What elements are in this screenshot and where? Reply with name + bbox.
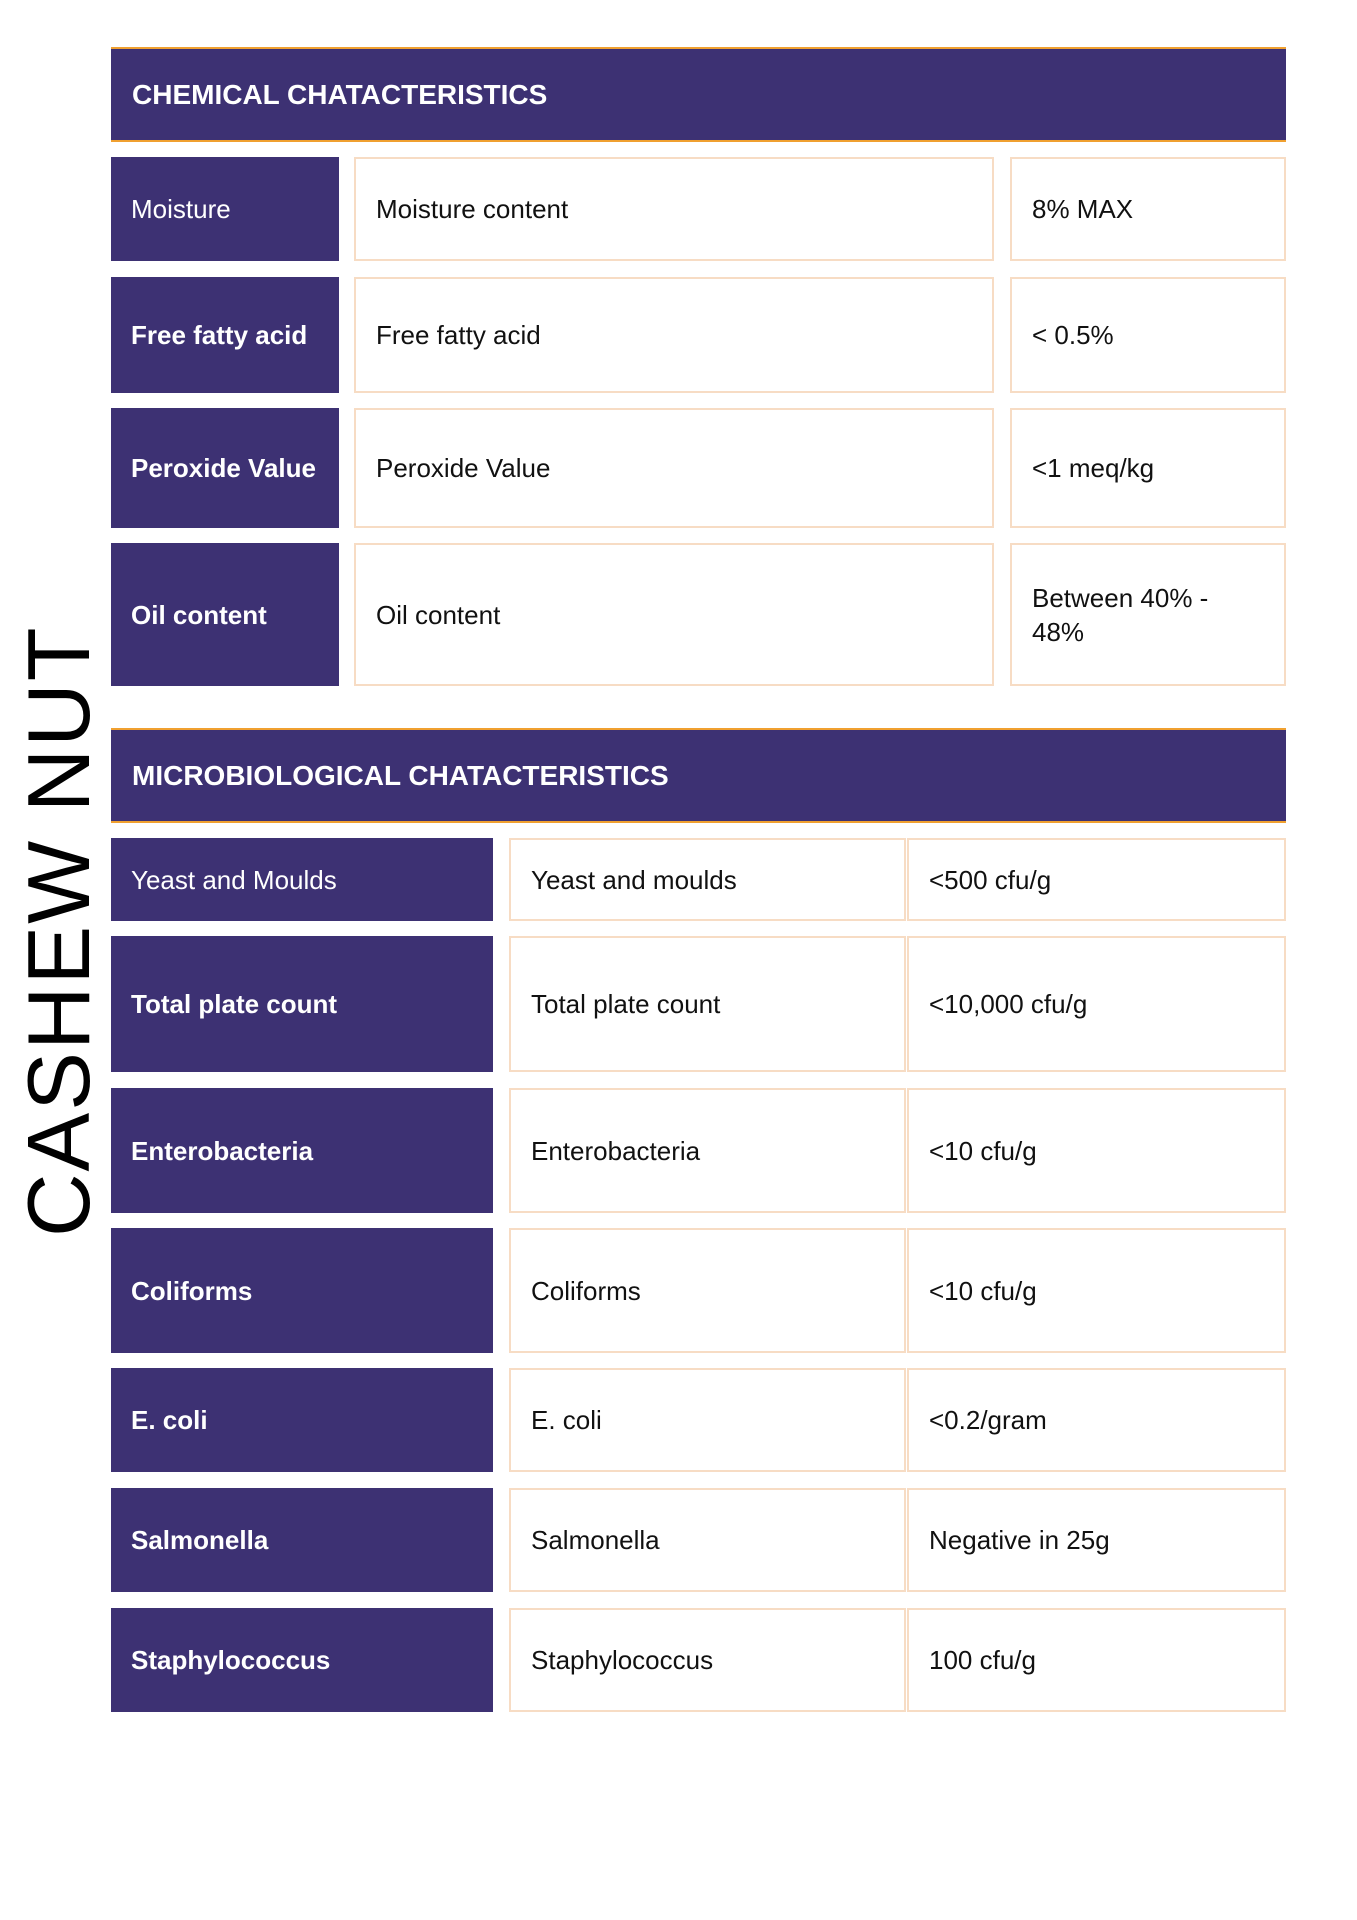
chemical-section-header <box>111 47 1286 142</box>
parameter-description: Staphylococcus <box>509 1608 906 1712</box>
parameter-description: Salmonella <box>509 1488 906 1592</box>
parameter-value: Negative in 25g <box>907 1488 1286 1592</box>
parameter-description: Enterobacteria <box>509 1088 906 1213</box>
table-row <box>111 1088 1286 1213</box>
parameter-label: Peroxide Value <box>111 408 339 528</box>
table-row <box>111 1488 1286 1592</box>
parameter-value: <10 cfu/g <box>907 1228 1286 1353</box>
parameter-value: 100 cfu/g <box>907 1608 1286 1712</box>
table-row <box>111 408 1286 528</box>
parameter-description: Total plate count <box>509 936 906 1072</box>
table-row <box>111 838 1286 921</box>
parameter-label: Free fatty acid <box>111 277 339 393</box>
parameter-value: Between 40% - 48% <box>1010 543 1286 686</box>
parameter-value: <0.2/gram <box>907 1368 1286 1472</box>
page-title: CASHEW NUT <box>9 625 108 1237</box>
parameter-value: 8% MAX <box>1010 157 1286 261</box>
parameter-label: Enterobacteria <box>111 1088 493 1213</box>
parameter-label: Oil content <box>111 543 339 686</box>
parameter-value: <10 cfu/g <box>907 1088 1286 1213</box>
parameter-description: Peroxide Value <box>354 408 994 528</box>
parameter-label: Total plate count <box>111 936 493 1072</box>
parameter-value: <1 meq/kg <box>1010 408 1286 528</box>
parameter-value: < 0.5% <box>1010 277 1286 393</box>
table-row <box>111 1368 1286 1472</box>
table-row <box>111 936 1286 1072</box>
parameter-description: Moisture content <box>354 157 994 261</box>
chemical-heading: CHEMICAL CHATACTERISTICS <box>132 78 548 110</box>
parameter-label: Yeast and Moulds <box>111 838 493 921</box>
parameter-value: <10,000 cfu/g <box>907 936 1286 1072</box>
microbiological-heading: MICROBIOLOGICAL CHATACTERISTICS <box>132 759 669 791</box>
parameter-description: Oil content <box>354 543 994 686</box>
microbiological-section-header <box>111 728 1286 823</box>
parameter-description: Free fatty acid <box>354 277 994 393</box>
parameter-description: Coliforms <box>509 1228 906 1353</box>
parameter-label: Salmonella <box>111 1488 493 1592</box>
parameter-label: Staphylococcus <box>111 1608 493 1712</box>
table-row <box>111 543 1286 686</box>
table-row <box>111 1608 1286 1712</box>
parameter-label: Coliforms <box>111 1228 493 1353</box>
parameter-label: Moisture <box>111 157 339 261</box>
parameter-description: E. coli <box>509 1368 906 1472</box>
parameter-label: E. coli <box>111 1368 493 1472</box>
table-row <box>111 277 1286 393</box>
table-row <box>111 1228 1286 1353</box>
parameter-value: <500 cfu/g <box>907 838 1286 921</box>
table-row <box>111 157 1286 261</box>
parameter-description: Yeast and moulds <box>509 838 906 921</box>
